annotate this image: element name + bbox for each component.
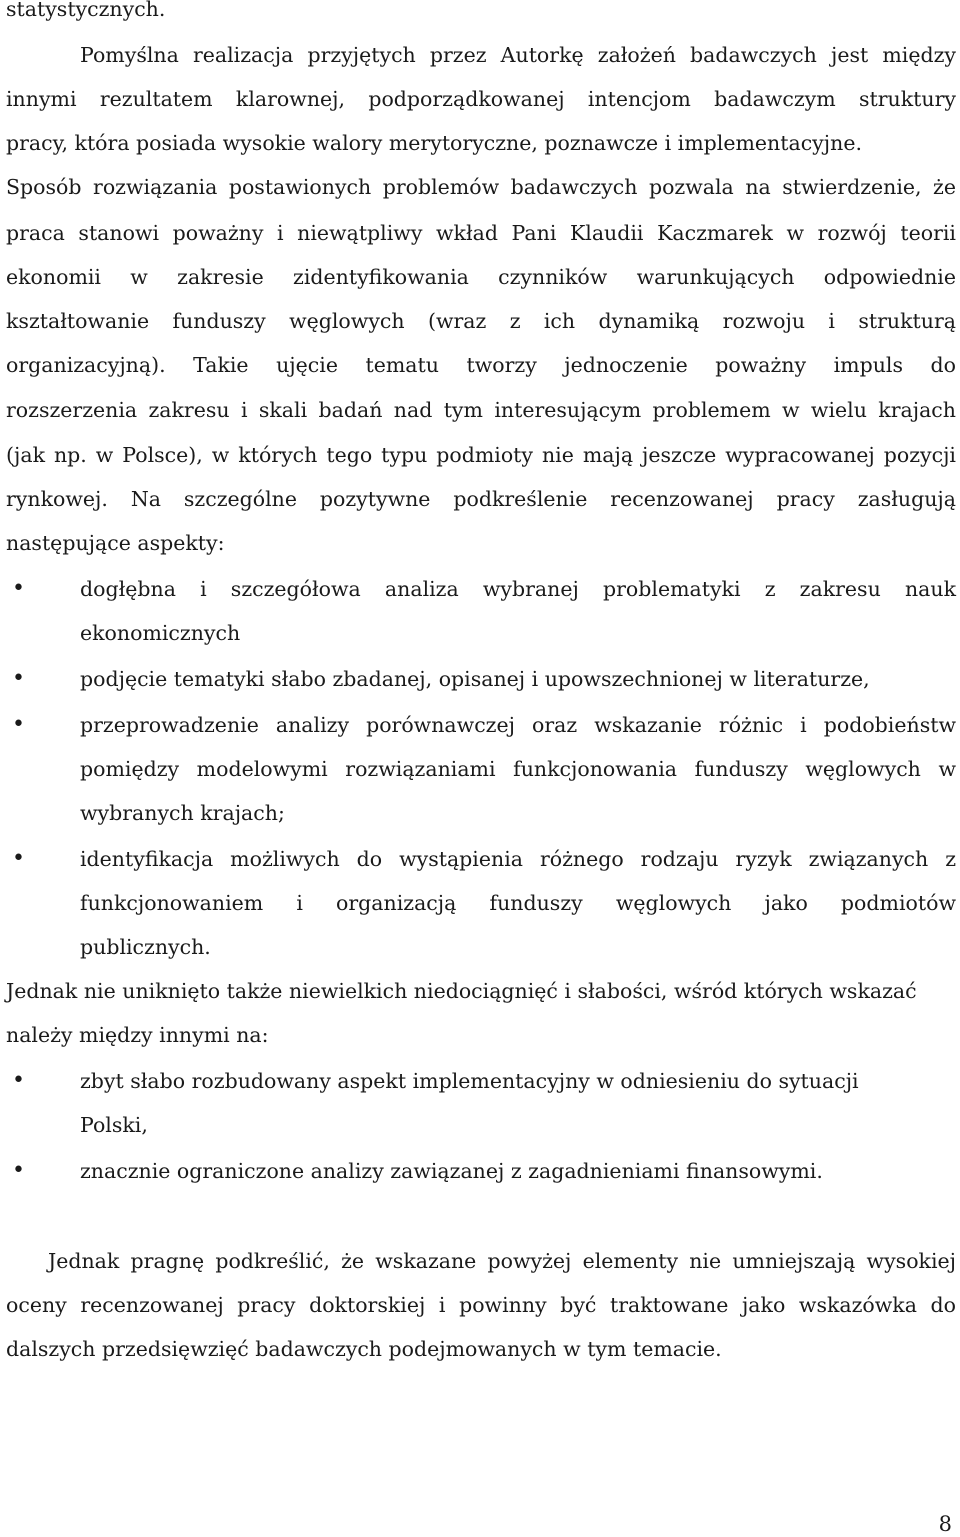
list-item-line: zbyt słabo rozbudowany aspekt implementacyjny w odniesieniu do sytuacji — [80, 1069, 859, 1093]
paragraph-line: Pomyślna realizacja przyjętych przez Autorkę założeń badawczych jest między — [80, 43, 956, 67]
paragraph-line: organizacyjną). Takie ujęcie tematu tworzy jednoczenie poważny impuls do — [6, 353, 956, 377]
list-item-line: funkcjonowaniem i organizacją funduszy węglowych jako podmiotów — [80, 891, 956, 915]
list-item-line: identyfikacja możliwych do wystąpienia różnego rodzaju ryzyk związanych z — [80, 847, 956, 871]
list-item-line: przeprowadzenie analizy porównawczej oraz wskazanie różnic i podobieństw — [80, 713, 956, 737]
paragraph-line: Jednak pragnę podkreślić, że wskazane powyżej elementy nie umniejszają wysokiej — [48, 1249, 956, 1273]
paragraph-line: statystycznych. — [6, 0, 166, 21]
list-item-line: ekonomicznych — [80, 621, 241, 645]
list-item-line: podjęcie tematyki słabo zbadanej, opisanej i upowszechnionej w literaturze, — [80, 667, 870, 691]
paragraph-line: pracy, która posiada wysokie walory merytoryczne, poznawcze i implementacyjne. — [6, 131, 862, 155]
bullet-icon: • — [12, 712, 25, 737]
paragraph-line: dalszych przedsięwzięć badawczych podejmowanych w tym temacie. — [6, 1337, 722, 1361]
paragraph-line: oceny recenzowanej pracy doktorskiej i powinny być traktowane jako wskazówka do — [6, 1293, 956, 1317]
paragraph-line: kształtowanie funduszy węglowych (wraz z ich dynamiką rozwoju i strukturą — [6, 309, 956, 333]
bullet-icon: • — [12, 846, 25, 871]
bullet-icon: • — [12, 1068, 25, 1093]
list-item-line: publicznych. — [80, 935, 211, 959]
paragraph-line: następujące aspekty: — [6, 531, 225, 555]
page-number: 8 — [938, 1512, 952, 1536]
paragraph-line: innymi rezultatem klarownej, podporządkowanej intencjom badawczym struktury — [6, 87, 956, 111]
list-item-line: pomiędzy modelowymi rozwiązaniami funkcjonowania funduszy węglowych w — [80, 757, 956, 781]
list-item-line: dogłębna i szczegółowa analiza wybranej problematyki z zakresu nauk — [80, 577, 956, 601]
paragraph-line: (jak np. w Polsce), w których tego typu podmioty nie mają jeszcze wypracowanej pozycji — [6, 443, 956, 467]
list-item-line: znacznie ograniczone analizy zawiązanej z zagadnieniami finansowymi. — [80, 1159, 823, 1183]
paragraph-line: Sposób rozwiązania postawionych problemów badawczych pozwala na stwierdzenie, że — [6, 175, 956, 199]
paragraph-line: praca stanowi poważny i niewątpliwy wkład Pani Klaudii Kaczmarek w rozwój teorii — [6, 221, 956, 245]
bullet-icon: • — [12, 1158, 25, 1183]
list-item-line: Polski, — [80, 1113, 148, 1137]
paragraph-line: Jednak nie uniknięto także niewielkich niedociągnięć i słabości, wśród których wskazać — [6, 979, 917, 1003]
list-item-line: wybranych krajach; — [80, 801, 285, 825]
bullet-icon: • — [12, 576, 25, 601]
paragraph-line: rynkowej. Na szczególne pozytywne podkreślenie recenzowanej pracy zasługują — [6, 487, 956, 511]
paragraph-line: rozszerzenia zakresu i skali badań nad tym interesującym problemem w wielu krajach — [6, 398, 956, 422]
paragraph-line: ekonomii w zakresie zidentyfikowania czynników warunkujących odpowiednie — [6, 265, 956, 289]
bullet-icon: • — [12, 666, 25, 691]
paragraph-line: należy między innymi na: — [6, 1023, 269, 1047]
